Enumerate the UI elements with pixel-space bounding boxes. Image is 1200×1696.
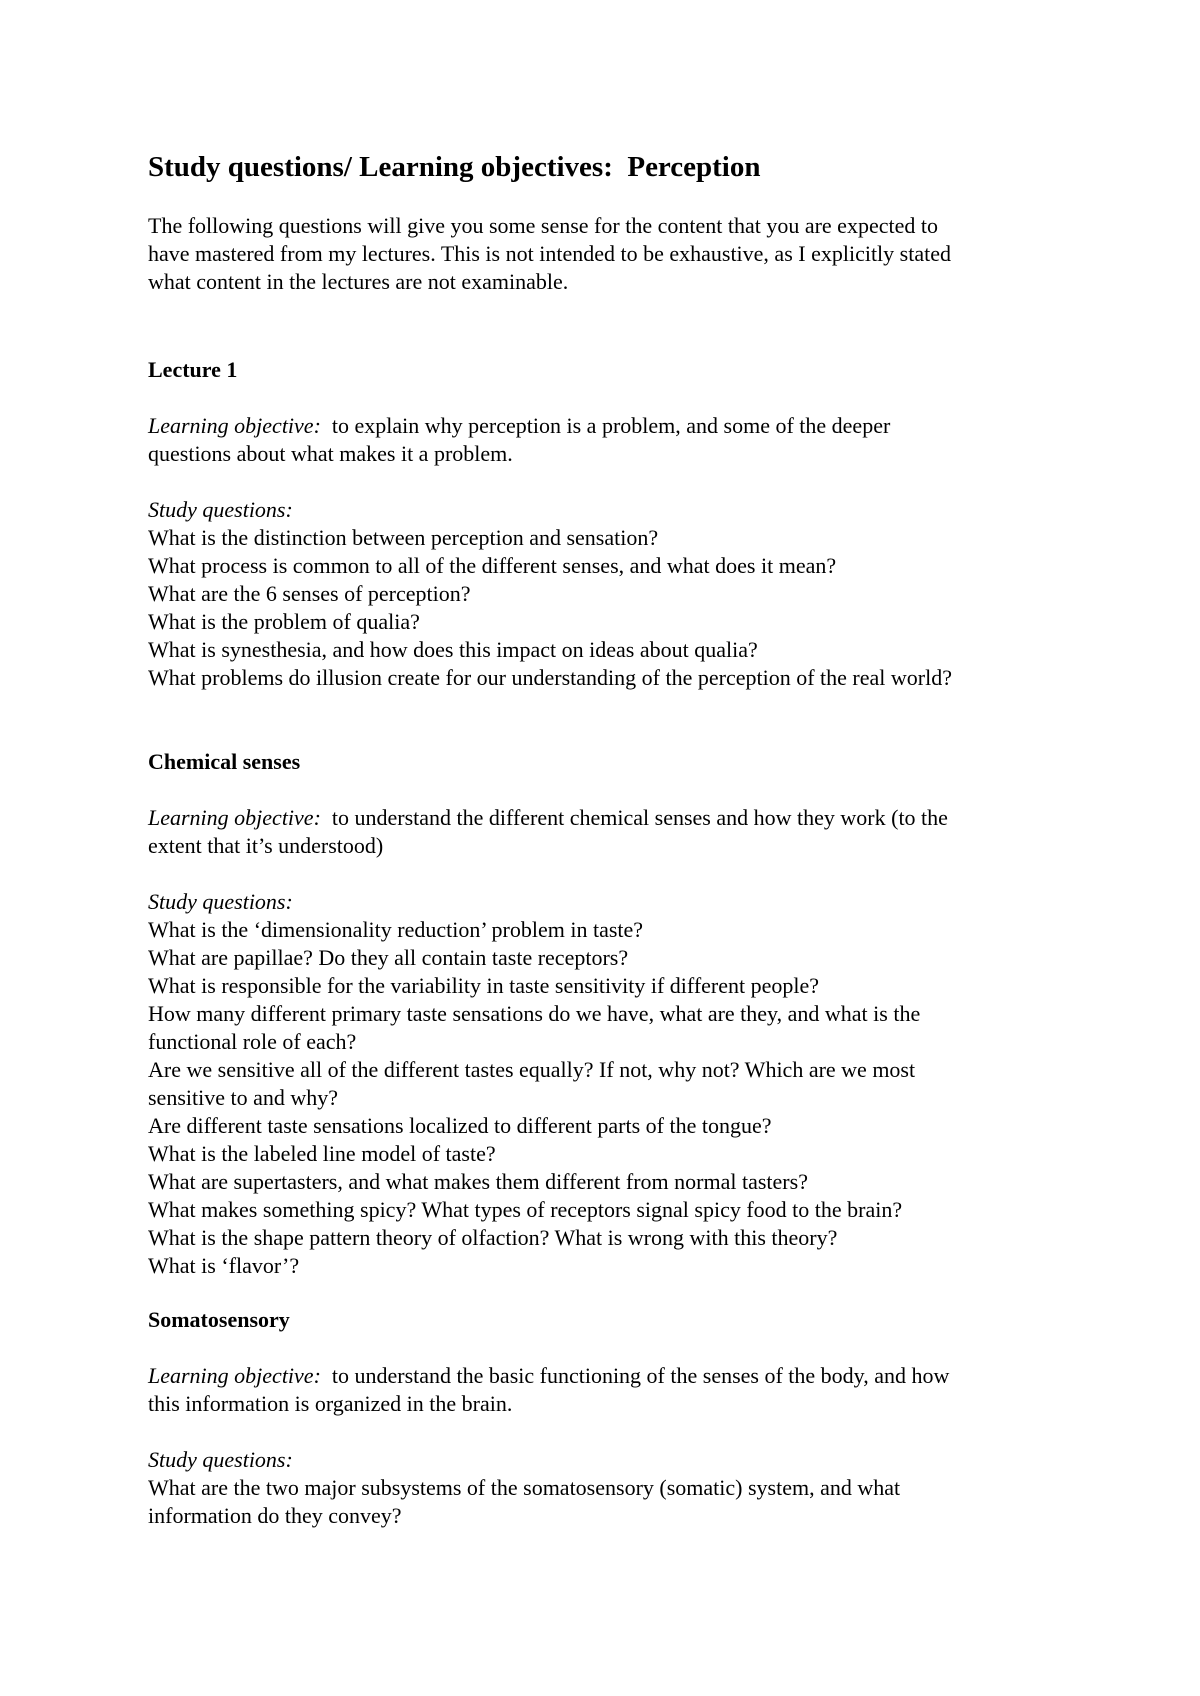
- study-questions-label: Study questions:: [148, 889, 293, 914]
- objective-line: this information is organized in the brain.: [148, 1391, 513, 1416]
- question-item: What is synesthesia, and how does this impact on ideas about qualia?: [148, 637, 758, 662]
- study-questions-label: Study questions:: [148, 497, 293, 522]
- question-item: What is the labeled line model of taste?: [148, 1141, 496, 1166]
- question-item: What are supertasters, and what makes them different from normal tasters?: [148, 1169, 808, 1194]
- question-item: What are papillae? Do they all contain taste receptors?: [148, 945, 629, 970]
- objective-text: to explain why perception is a problem, and some of the deeper: [320, 413, 891, 438]
- study-questions: [148, 496, 1068, 692]
- question-item: Are we sensitive all of the different tastes equally? If not, why not? Which are we most: [148, 1057, 916, 1082]
- objective-text: to understand the different chemical senses and how they work (to the: [320, 805, 948, 830]
- question-item: What are the 6 senses of perception?: [148, 581, 471, 606]
- intro-paragraph: [148, 212, 1068, 296]
- question-item: Are different taste sensations localized to different parts of the tongue?: [148, 1113, 772, 1138]
- question-item: What is the shape pattern theory of olfaction? What is wrong with this theory?: [148, 1225, 838, 1250]
- document-title: Study questions/ Learning objectives: Perception: [148, 151, 761, 183]
- section-heading-somatosensory: Somatosensory: [148, 1307, 290, 1332]
- study-questions: [148, 1446, 1068, 1530]
- objective-label: Learning objective:: [148, 413, 321, 438]
- section-heading-lecture-1: Lecture 1: [148, 357, 238, 382]
- study-questions: [148, 888, 1068, 1280]
- question-item: What is the problem of qualia?: [148, 609, 420, 634]
- intro-line: The following questions will give you some sense for the content that you are expected to: [148, 213, 938, 238]
- question-item: What process is common to all of the different senses, and what does it mean?: [148, 553, 837, 578]
- objective-line: [148, 412, 1068, 440]
- question-item: What is the ‘dimensionality reduction’ problem in taste?: [148, 917, 644, 942]
- objective-line: extent that it’s understood): [148, 833, 384, 858]
- question-item: How many different primary taste sensations do we have, what are they, and what is the: [148, 1001, 921, 1026]
- intro-line: what content in the lectures are not examinable.: [148, 269, 569, 294]
- section-heading-chemical-senses: Chemical senses: [148, 749, 301, 774]
- question-item: sensitive to and why?: [148, 1085, 339, 1110]
- learning-objective: [148, 804, 1068, 860]
- question-item: What are the two major subsystems of the somatosensory (somatic) system, and what: [148, 1475, 901, 1500]
- objective-line: questions about what makes it a problem.: [148, 441, 513, 466]
- question-item: What problems do illusion create for our understanding of the perception of the real world?: [148, 665, 952, 690]
- objective-label: Learning objective:: [148, 805, 321, 830]
- question-item: What is ‘flavor’?: [148, 1253, 300, 1278]
- question-item: What is the distinction between perception and sensation?: [148, 525, 659, 550]
- intro-line: have mastered from my lectures. This is not intended to be exhaustive, as I explicitly stated: [148, 241, 951, 266]
- learning-objective: [148, 1362, 1068, 1418]
- objective-line: [148, 1362, 1068, 1390]
- study-questions-label: Study questions:: [148, 1447, 293, 1472]
- question-item: What is responsible for the variability in taste sensitivity if different people?: [148, 973, 820, 998]
- objective-text: to understand the basic functioning of the senses of the body, and how: [320, 1363, 950, 1388]
- question-item: functional role of each?: [148, 1029, 357, 1054]
- question-item: What makes something spicy? What types of receptors signal spicy food to the brain?: [148, 1197, 903, 1222]
- objective-line: [148, 804, 1068, 832]
- objective-label: Learning objective:: [148, 1363, 321, 1388]
- document-page: [148, 148, 1068, 1530]
- learning-objective: [148, 412, 1068, 468]
- question-item: information do they convey?: [148, 1503, 402, 1528]
